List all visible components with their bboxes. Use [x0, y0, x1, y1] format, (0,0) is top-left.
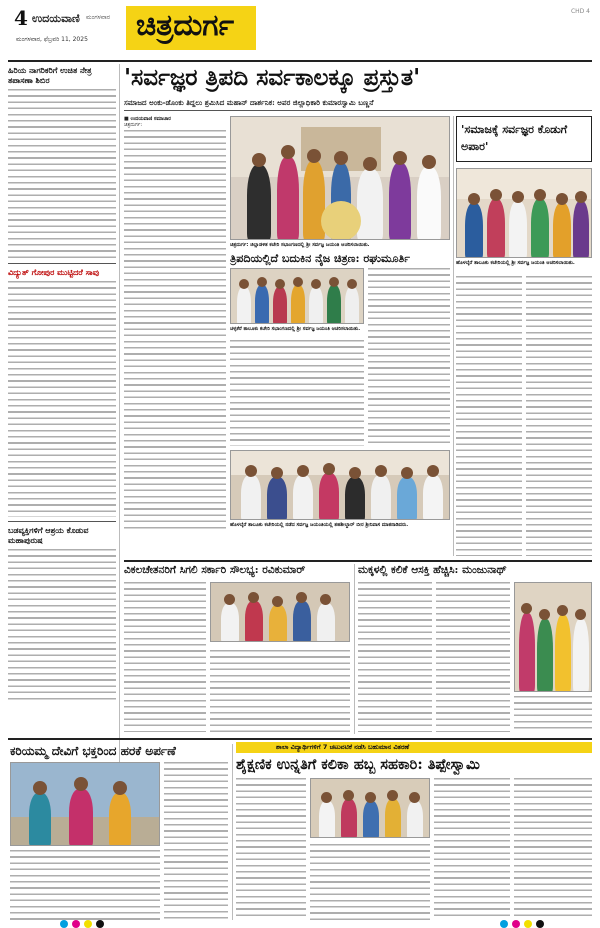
bottom-right-body-col1: [236, 778, 306, 920]
right-body-col2: [526, 276, 592, 556]
column-rule: [453, 116, 454, 556]
registration-mark: [72, 920, 80, 928]
middle-left-headline: ವಿಕಲಚೇತನರಿಗೆ ಸಿಗಲಿ ಸರ್ಕಾರಿ ಸೌಲಭ್ಯ: ರವಿಕುಮಾರ್: [124, 564, 306, 576]
bottom-right-photo: [310, 778, 430, 838]
bottom-left-photo: [10, 762, 160, 846]
bottom-rule: [8, 738, 592, 740]
registration-mark: [512, 920, 520, 928]
middle-right-body-col1: [358, 582, 432, 732]
masthead-rule: [8, 60, 592, 62]
column-rule: [119, 64, 120, 764]
registration-mark: [524, 920, 532, 928]
rail-divider: [8, 521, 116, 522]
middle-left-body-col1: [124, 582, 206, 732]
second-photo: [230, 268, 364, 324]
rail-story2-body: [8, 281, 116, 517]
column-rule: [232, 744, 233, 920]
registration-mark: [60, 920, 68, 928]
lead-body-col1: [124, 130, 226, 530]
middle-right-photo: [514, 582, 592, 692]
middle-rule: [124, 560, 592, 562]
right-column-photo: [456, 168, 592, 258]
bottom-right-body-col3: [434, 778, 510, 920]
second-body-col2: [368, 268, 450, 446]
second-photo-caption: ಚಳ್ಳಕೆರೆ ತಾಲೂಕು ಕಚೇರಿ ಸಭಾಂಗಣದಲ್ಲಿ ಶ್ರೀ ಸರ್ವಜ್ಞ ಜಯಂತಿ ಆಚರಿಸಲಾಯಿತು.: [230, 326, 361, 332]
bottom-right-body-col2: [310, 844, 430, 920]
rail-story2-headline: ವಿದ್ಯುತ್ ಗೋಪುರ ಮುಟ್ಟಿದರೆ ಸಾವು: [8, 268, 100, 277]
bottom-left-headline: ಕರಿಯಮ್ಮ ದೇವಿಗೆ ಭಕ್ತರಿಂದ ಹರಕೆ ಅರ್ಪಣೆ: [10, 744, 176, 758]
rail-story1-body: [8, 89, 116, 259]
middle-left-body-col2: [210, 650, 350, 732]
rail-story1-headline: ಹಿರಿಯ ನಾಗರಿಕರಿಗೆ ಉಚಿತ ನೇತ್ರ ತಪಾಸಣಾ ಶಿಬಿರ: [8, 66, 92, 85]
paper-tag: ಮಂಗಳವಾರ: [86, 14, 111, 21]
holalkere-photo: [230, 450, 450, 520]
rail-divider: [8, 263, 116, 264]
city-name: ಚಿತ್ರದುರ್ಗ: [136, 8, 235, 43]
lead-col-1: [124, 116, 226, 530]
registration-mark: [96, 920, 104, 928]
paper-name: ಉದಯವಾಣಿ: [32, 12, 80, 25]
middle-right-body-col2: [436, 582, 510, 732]
second-body-col1: [230, 340, 364, 446]
pull-quote: 'ಸಮಾಜಕ್ಕೆ ಸರ್ವಜ್ಞರ ಕೊಡುಗೆ ಅಪಾರ': [461, 123, 568, 153]
bottom-right-headline: ಶೈಕ್ಷಣಿಕ ಉನ್ನತಿಗೆ ಕಲಿಕಾ ಹಬ್ಬ ಸಹಕಾರಿ: ತಿಪ್ಪೇಸ್ವಾಮಿ: [236, 756, 480, 773]
lead-photo: [230, 116, 450, 240]
registration-mark: [84, 920, 92, 928]
bottom-kicker-bar: [236, 742, 592, 753]
left-rail: [8, 64, 116, 701]
bottom-left-body: [10, 850, 160, 920]
second-headline: ತ್ರಿಪದಿಯಲ್ಲಿದೆ ಬದುಕಿನ ನೈಜ ಚಿತ್ರಣ: ರಘುಮೂರ್ತಿ: [230, 252, 410, 265]
bottom-left-body-col2: [164, 762, 228, 920]
rail-story3-body: [8, 549, 116, 701]
masthead: [8, 6, 592, 58]
bottom-kicker: ಶಾಲಾ ವಿದ್ಯಾರ್ಥಿಗಳಿಗೆ 7 ಚಟುವಟಿಕೆ ನಡೆಸಿ ಬಹುಮಾನ ವಿತರಣೆ: [276, 743, 410, 751]
bottom-right-body-col4: [514, 778, 592, 920]
column-rule: [354, 564, 355, 734]
right-body-col1: [456, 276, 522, 556]
issue-date: ಮಂಗಳವಾರ, ಫೆಬ್ರವರಿ 11, 2025: [16, 36, 88, 43]
middle-right-body-col3: [514, 696, 592, 732]
middle-left-photo: [210, 582, 350, 642]
lead-photo-caption: ಚಿತ್ರದುರ್ಗ: ಜಿಲ್ಲಾಡಳಿತ ಕಚೇರಿ ಸಭಾಂಗಣದಲ್ಲಿ ಶ್ರೀ ಸರ್ವಜ್ಞ ಜಯಂತಿ ಆಚರಿಸಲಾಯಿತು.: [230, 242, 370, 248]
edition-code: CHD 4: [570, 8, 590, 15]
lead-headline: 'ಸರ್ವಜ್ಞರ ತ್ರಿಪದಿ ಸರ್ವಕಾಲಕ್ಕೂ ಪ್ರಸ್ತುತ': [124, 64, 421, 91]
registration-mark: [500, 920, 508, 928]
rail-story3-headline: ಬಡವ್ಯಕ್ತಿಗಳಿಗೆ ಆಶ್ರಯ ಕೊಡುವ ಮಹಾಪುರುಷ: [8, 526, 89, 545]
registration-mark: [536, 920, 544, 928]
lead-dateline: ಚಿತ್ರದುರ್ಗ:: [124, 122, 143, 128]
lead-rule: [124, 110, 592, 111]
pull-quote-box: [456, 116, 592, 162]
middle-right-headline: ಮಕ್ಕಳಲ್ಲಿ ಕಲಿಕೆ ಆಸಕ್ತಿ ಹೆಚ್ಚಿಸಿ: ಮಂಜುನಾಥ್: [358, 564, 507, 576]
page-number: 4: [14, 6, 28, 30]
lead-byline: ■ ಉದಯವಾಣಿ ಸಮಾಚಾರ: [124, 116, 171, 122]
lead-subhead: ಸಮಾಜದ ಅಂಕು-ಡೊಂಕು ತಿದ್ದಲು ಶ್ರಮಿಸಿದ ಮಹಾನ್ ದಾರ್ಶನಿಕ: ಅಪರ ಜಿಲ್ಲಾಧಿಕಾರಿ ಕುಮಾರಸ್ವಾಮಿ ಬಣ್ಣನೆ: [124, 98, 374, 107]
holalkere-caption: ಹೊಳಲ್ಕೆರೆ ತಾಲೂಕು ಕಚೇರಿಯಲ್ಲಿ ನಡೆದ ಸರ್ವಜ್ಞ ಜಯಂತಿಯಲ್ಲಿ ತಹಶೀಲ್ದಾರ್ ಬೀರ ಶ್ರೀನಿವಾಸ ಮಾತನಾಡಿದರು.: [230, 522, 409, 528]
right-column-caption: ಹೊಳಲ್ಕೆರೆ ತಾಲೂಕು ಕಚೇರಿಯಲ್ಲಿ ಶ್ರೀ ಸರ್ವಜ್ಞ ಜಯಂತಿ ಆಚರಿಸಲಾಯಿತು.: [456, 260, 575, 266]
